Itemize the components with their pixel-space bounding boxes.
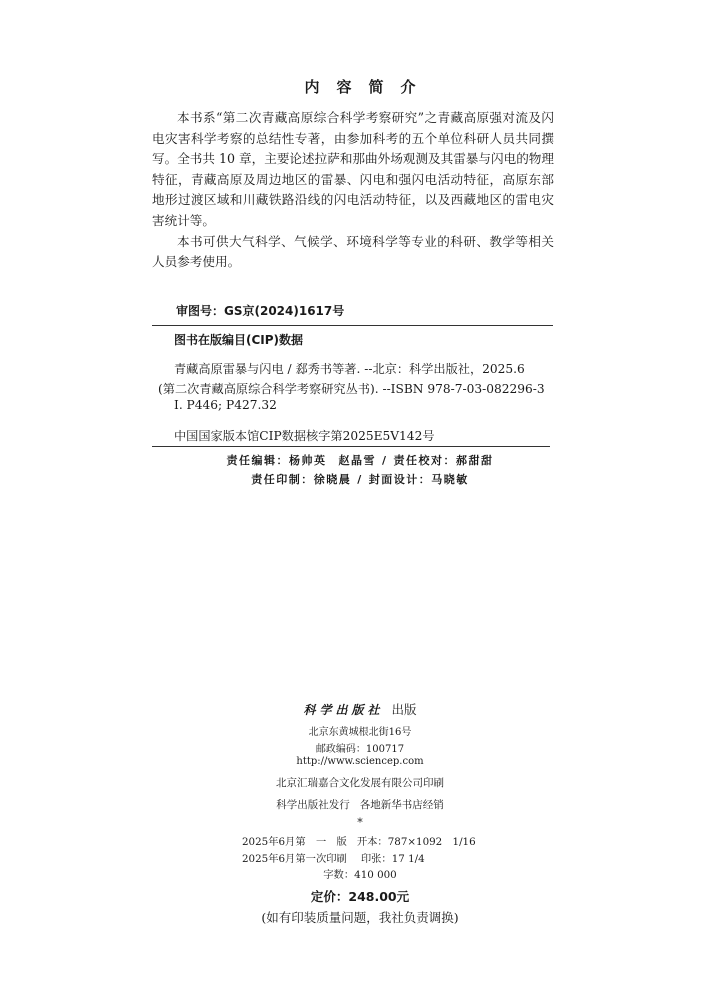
staff-line-production [0, 471, 720, 487]
intro-body [152, 108, 554, 273]
spec-line [242, 833, 476, 848]
cip-entry [158, 359, 554, 399]
printing-name: 徐晓晨 [313, 473, 352, 486]
publisher-address: 北京东黄城根北街16号 [308, 727, 412, 738]
cip-classification: Ⅰ. P446; P427.32 [174, 398, 277, 412]
spec-line [242, 850, 425, 865]
separator: / [357, 473, 363, 486]
price: 定价：248.00元 [310, 889, 410, 904]
asterisk-separator: * [357, 816, 363, 829]
cip-verification: 中国国家版本馆CIP数据核字第2025E5V142号 [174, 429, 435, 443]
edition: 2025年6月第 一 版 [242, 836, 347, 848]
printing-date: 2025年6月第一次印刷 [242, 853, 347, 865]
quality-notice: (如有印装质量问题，我社负责调换) [261, 910, 459, 925]
intro-paragraph: 本书系“第二次青藏高原综合科学考察研究”之青藏高原强对流及闪电灾害科学考察的总结性专著，由参加科考的五个单位科研人员共同撰写。全书共 10 章，主要论述拉萨和那曲外场观测及其雷暴与闪电的物理特征，青藏高原及周边地区的雷暴、闪电和强闪电活动特征，高原东部地形过渡区域和川藏铁路沿线的闪电活动特征，以及西藏地区的雷电灾害统计等。 [152, 110, 554, 228]
proofreader-name: 郝甜甜 [456, 454, 494, 467]
publisher-logo: 科学出版社 [303, 703, 384, 717]
cover-designer-name: 马晓敏 [431, 473, 469, 486]
editor-label: 责任编辑： [226, 454, 289, 467]
intro-paragraph: 本书可供大气科学、气候学、环境科学等专业的科研、教学等相关人员参考使用。 [152, 233, 554, 270]
divider [152, 325, 553, 326]
format: 开本：787×1092 1/16 [356, 836, 476, 848]
cip-heading: 图书在版编目(CIP)数据 [174, 333, 304, 347]
publisher-website: http://www.sciencep.com [296, 756, 424, 767]
cip-entry-line: (第二次青藏高原综合科学考察研究丛书). --ISBN 978-7-03-082296-3 [158, 382, 545, 396]
proofreader-label: 责任校对： [393, 454, 457, 467]
editor-name: 赵晶雪 [338, 454, 376, 467]
cip-entry-line: 青藏高原雷暴与闪电 / 郄秀书等著. --北京：科学出版社，2025.6 [174, 362, 525, 376]
separator: / [381, 454, 388, 467]
editor-name: 杨帅英 [288, 454, 327, 467]
distribution [0, 797, 720, 812]
intro-title: 内容简介 [304, 78, 433, 96]
cover-label: 封面设计： [368, 473, 432, 486]
seller: 各地新华书店经销 [359, 799, 444, 811]
sheets: 印张：17 1/4 [360, 853, 425, 865]
printer: 北京汇瑞嘉合文化发展有限公司印刷 [276, 777, 444, 789]
publisher-line [0, 700, 720, 718]
word-count: 字数：410 000 [323, 869, 397, 881]
map-review-number: 审图号：GS京(2024)1617号 [176, 304, 345, 318]
divider [152, 446, 550, 447]
distributor: 科学出版社发行 [276, 799, 350, 811]
printing-label: 责任印制： [251, 473, 314, 486]
publisher-role: 出版 [391, 702, 417, 717]
staff-line-editors [0, 452, 720, 468]
postcode: 邮政编码：100717 [315, 744, 405, 755]
